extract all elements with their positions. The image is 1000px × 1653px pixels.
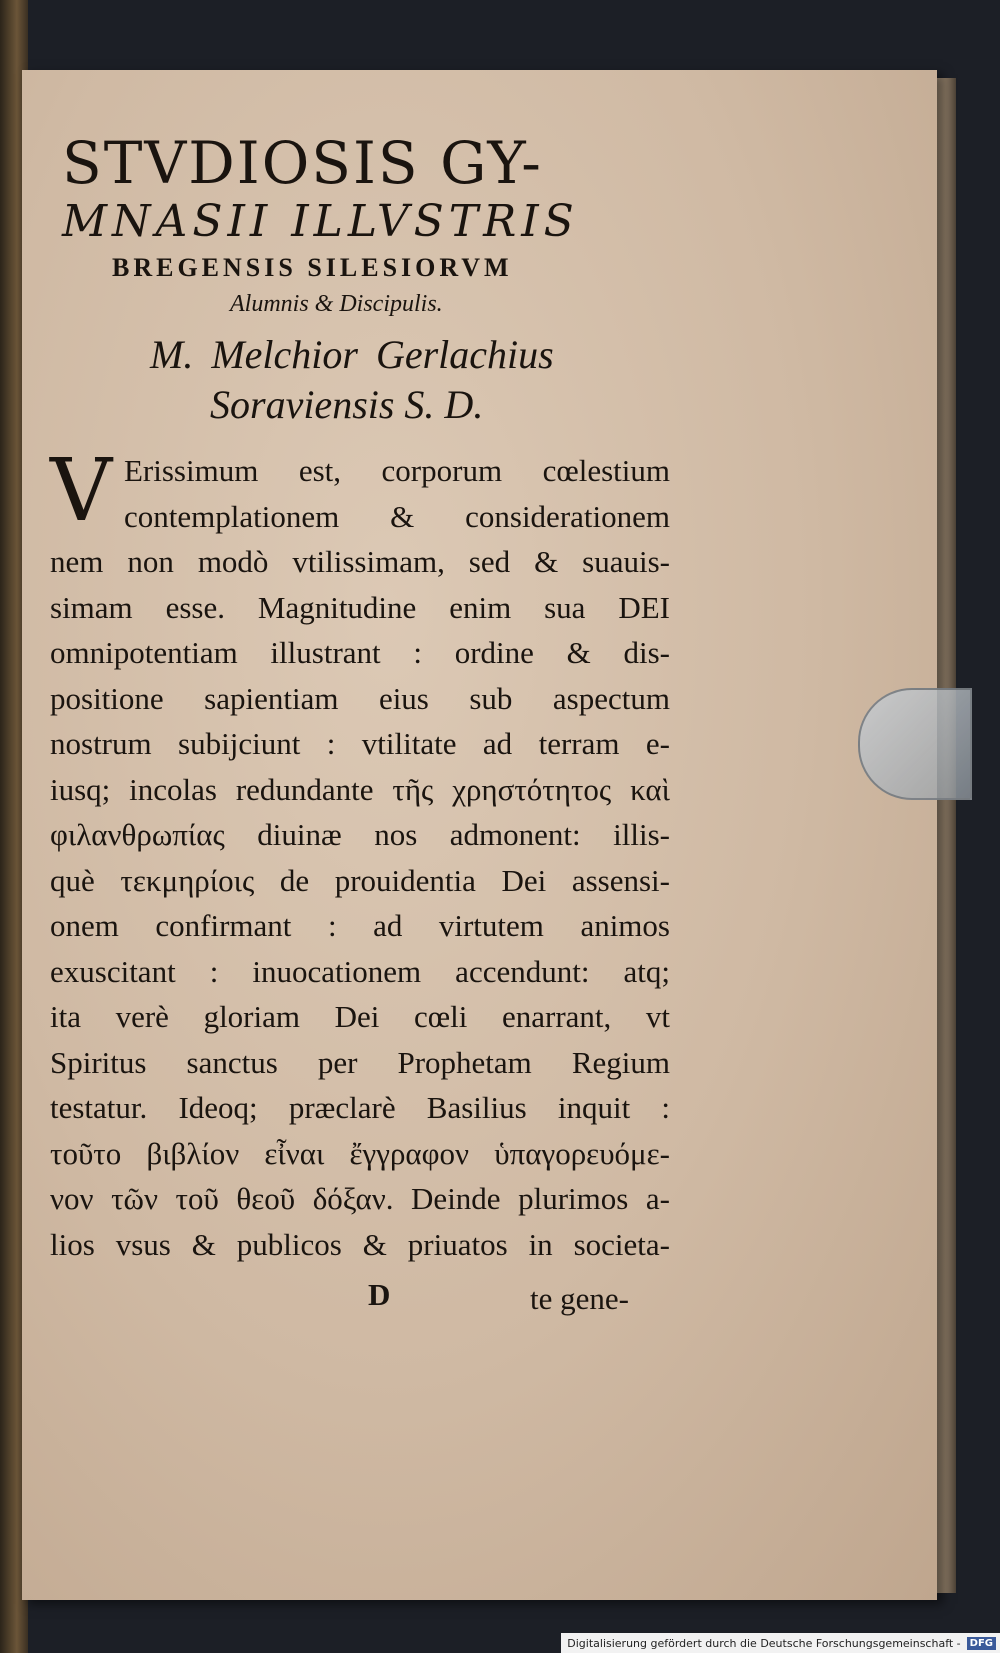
body-line: onem confirmant : ad virtutem animos [50, 908, 670, 943]
page-footer [50, 1277, 720, 1327]
body-line: nem non modò vtilissimam, sed & suauis- [50, 544, 670, 579]
title-line-4: Alumnis & Discipulis. [230, 291, 443, 317]
body-line: νον τῶν τοῦ θεοῦ δόξαν. Deinde plurimos a- [50, 1181, 670, 1216]
credit-text: Digitalisierung gefördert durch die Deutsche Forschungsgemeinschaft - [567, 1636, 961, 1650]
body-line: nostrum subijciunt : vtilitate ad terram e- [50, 726, 670, 761]
body-line: lios vsus & publicos & priuatos in societa- [50, 1226, 670, 1262]
drop-cap: V [50, 441, 113, 541]
body-line: Spiritus sanctus per Prophetam Regium [50, 1044, 670, 1080]
body-line: iusq; incolas redundante τῆς χρηστότητος καὶ [50, 771, 670, 807]
body-line: positione sapientiam eius sub aspectum [50, 680, 670, 716]
dfg-logo: DFG [967, 1637, 996, 1650]
body-line: omnipotentiam illustrant : ordine & dis- [50, 635, 670, 670]
body-line: Erissimum est, corporum cœlestium [124, 453, 670, 488]
body-line: contemplationem & considerationem [124, 498, 670, 534]
body-line: exuscitant : inuocationem accendunt: atq; [50, 953, 670, 989]
body-line: testatur. Ideoq; præclarè Basilius inquit : [50, 1090, 670, 1125]
author-line-2: Soraviensis S. D. [210, 382, 484, 427]
credit-strip [561, 1633, 1000, 1653]
body-line: què τεκμηρίοις de prouidentia Dei assensi- [50, 862, 670, 898]
body-line: τοῦτο βιβλίον εἶναι ἔγγραφον ὑπαγορευόμε- [50, 1135, 670, 1171]
body-line: φιλανθρωπίας diuinæ nos admonent: illis- [50, 817, 670, 852]
signature-mark: D [368, 1277, 391, 1312]
catchword: te gene- [530, 1281, 629, 1316]
body-line: simam esse. Magnitudine enim sua DEI [50, 589, 670, 625]
page-clip [858, 688, 972, 800]
body-line: ita verè gloriam Dei cœli enarrant, vt [50, 999, 670, 1034]
title-line-1: STVDIOSIS GY- [62, 129, 543, 197]
page-text [50, 130, 720, 1327]
author-line-1: M. Melchior Gerlachius [150, 332, 554, 377]
body-text [50, 441, 720, 1267]
title-line-3: BREGENSIS SILESIORVM [112, 253, 513, 282]
title-line-2: MNASII ILLVSTRIS [62, 196, 579, 247]
